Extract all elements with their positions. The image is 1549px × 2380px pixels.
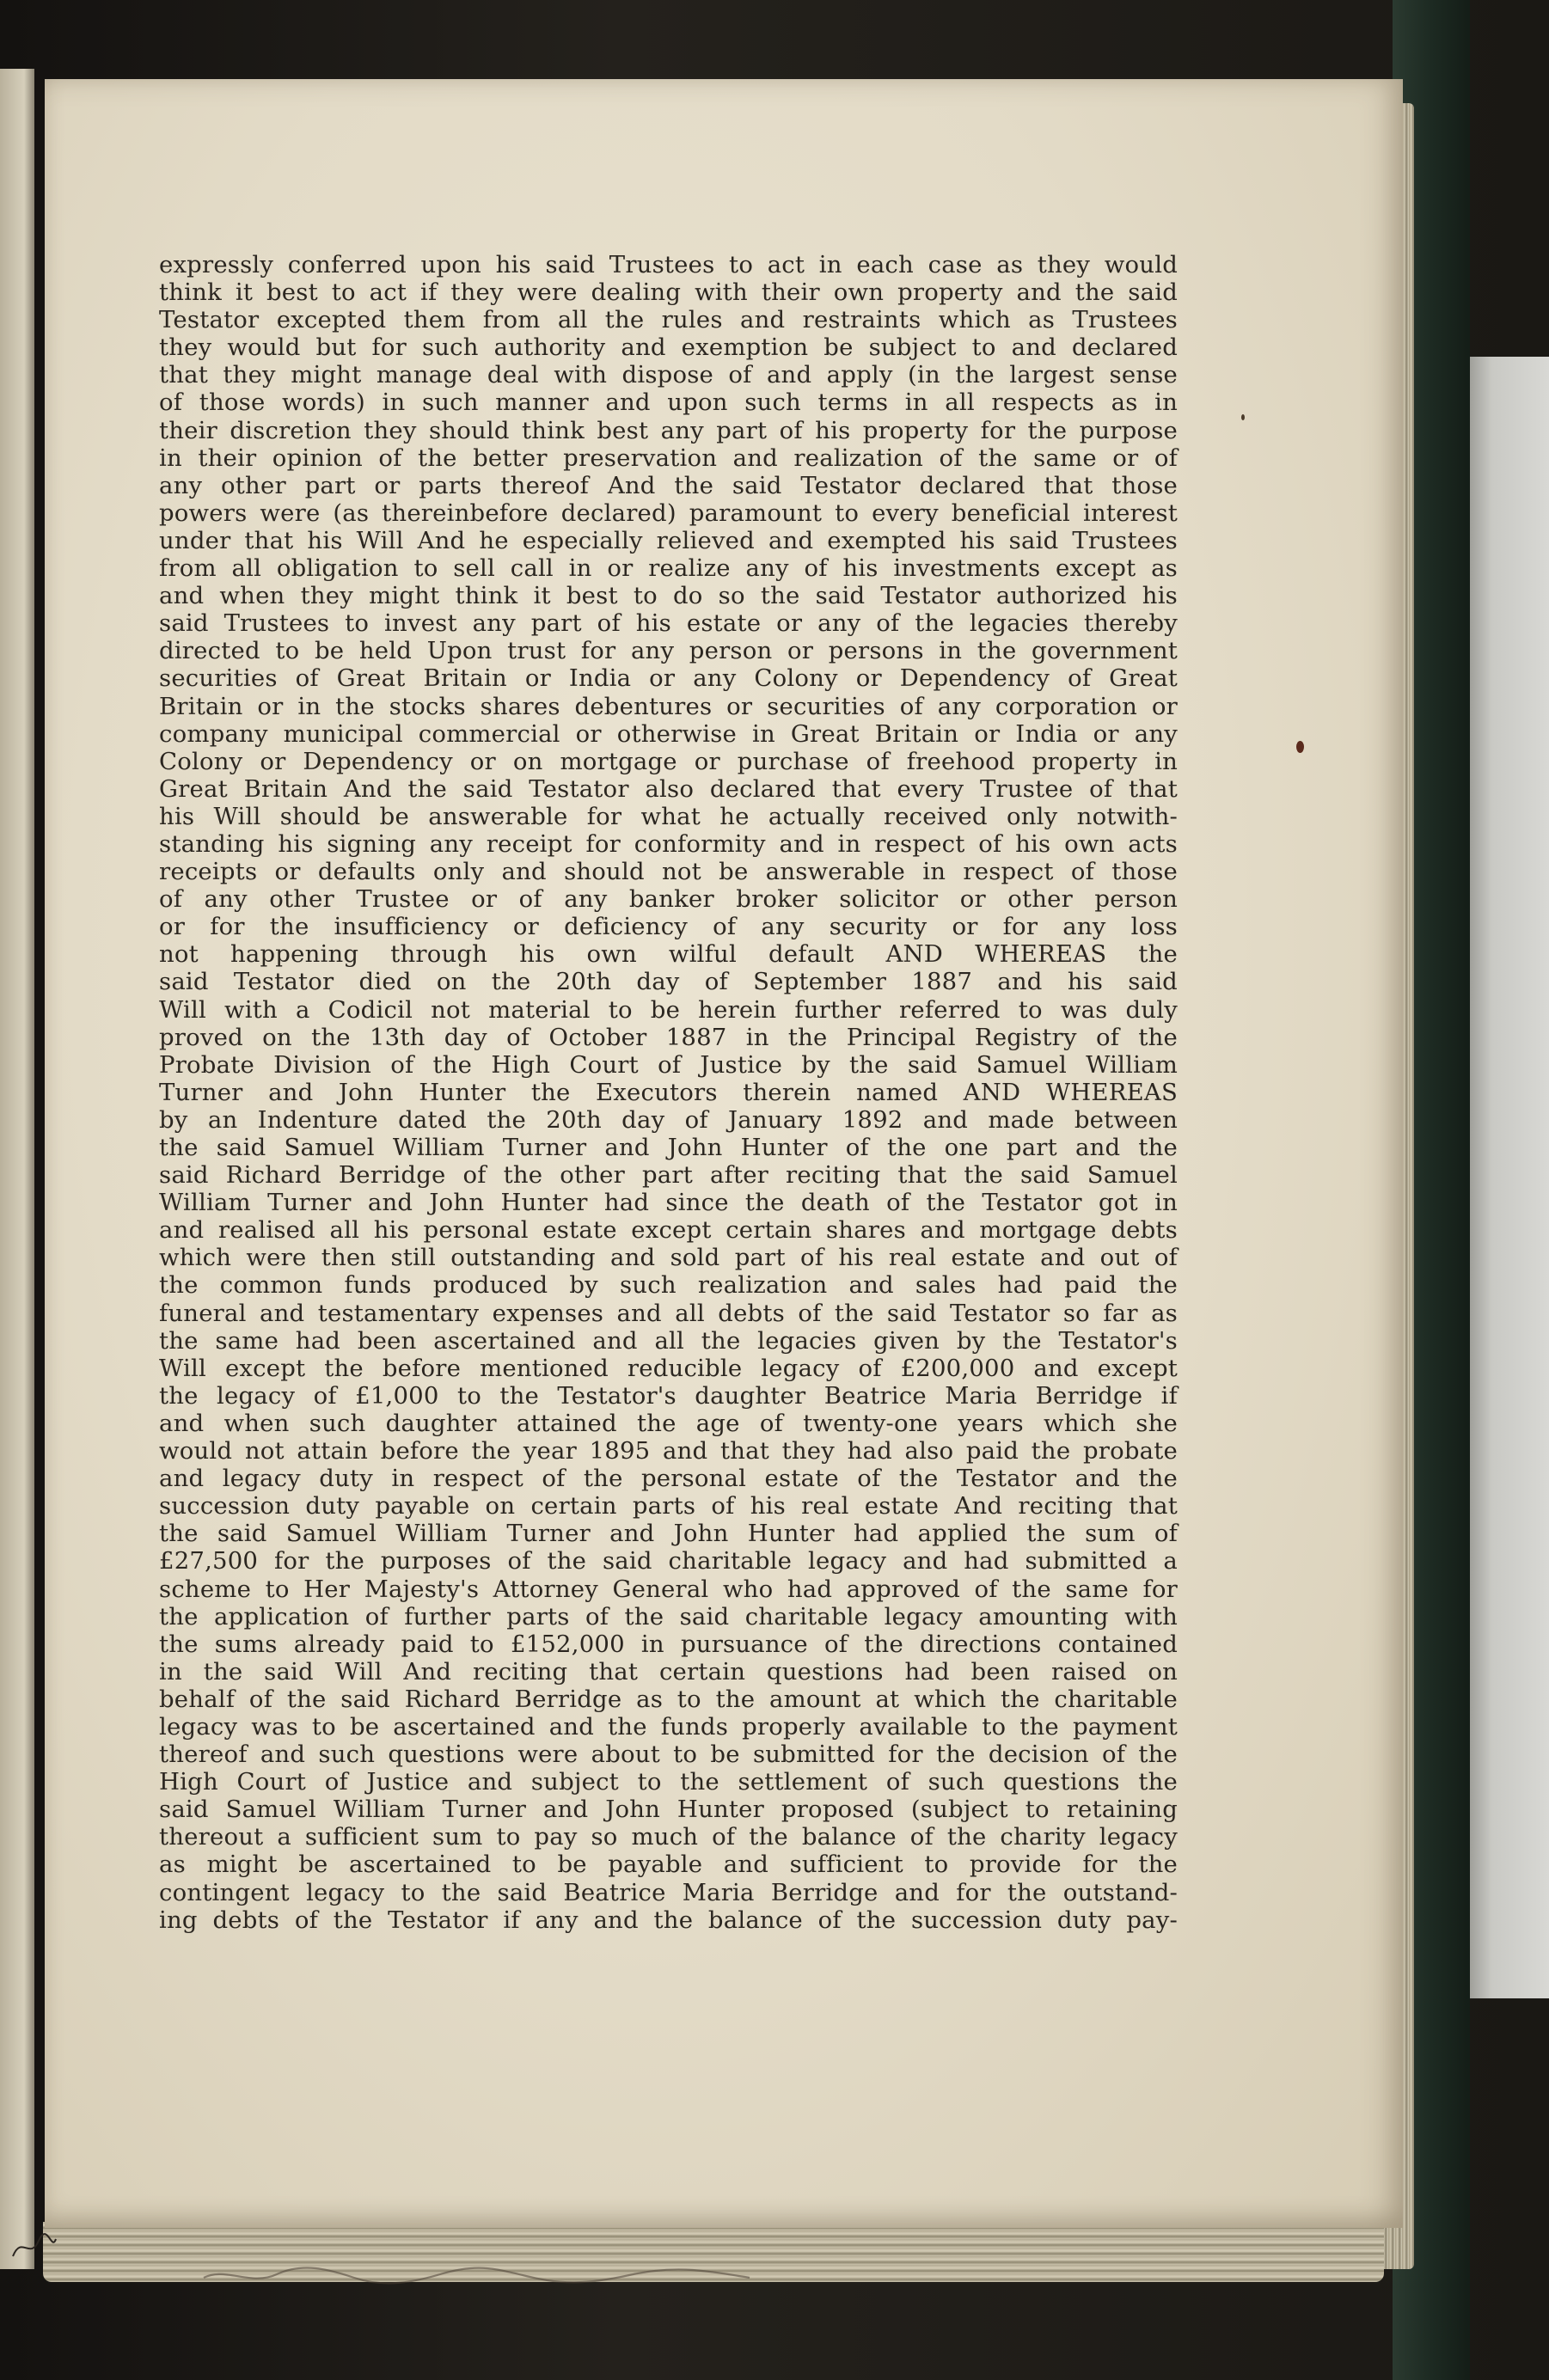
text-line: would not attain before the year 1895 and that they had also paid the probate bbox=[159, 1437, 1178, 1465]
text-line: ing debts of the Testator if any and the balance of the succession duty pay- bbox=[159, 1906, 1178, 1934]
text-line: of those words) in such manner and upon such terms in all respects as in bbox=[159, 389, 1178, 417]
text-line: said Samuel William Turner and John Hunter proposed (subject to retaining bbox=[159, 1796, 1178, 1824]
text-line: Britain or in the stocks shares debentures or securities of any corporation or bbox=[159, 692, 1178, 720]
text-line: said Trustees to invest any part of his estate or any of the legacies thereby bbox=[159, 609, 1178, 638]
text-line: they would but for such authority and exemption be subject to and declared bbox=[159, 333, 1178, 362]
text-line: as might be ascertained to be payable and sufficient to provide for the bbox=[159, 1851, 1178, 1879]
text-line: Probate Division of the High Court of Justice by the said Samuel William bbox=[159, 1050, 1178, 1079]
text-line: thereout a sufficient sum to pay so much of the balance of the charity legacy bbox=[159, 1823, 1178, 1851]
text-line: which were then still outstanding and sold part of his real estate and out of bbox=[159, 1244, 1178, 1272]
text-line: in their opinion of the better preservation and realization of the same or of bbox=[159, 444, 1178, 472]
text-line: succession duty payable on certain parts of his real estate And reciting that bbox=[159, 1492, 1178, 1520]
text-line: that they might manage deal with dispose of and apply (in the largest sense bbox=[159, 361, 1178, 389]
text-line: under that his Will And he especially relieved and exempted his said Trustees bbox=[159, 526, 1178, 554]
corner-scribble bbox=[9, 2230, 60, 2265]
text-line: funeral and testamentary expenses and all debts of the said Testator so far as bbox=[159, 1299, 1178, 1327]
text-line: proved on the 13th day of October 1887 in the Principal Registry of the bbox=[159, 1023, 1178, 1051]
text-line: said Richard Berridge of the other part after reciting that the said Samuel bbox=[159, 1161, 1178, 1190]
text-line: and realised all his personal estate except certain shares and mortgage debts bbox=[159, 1216, 1178, 1245]
text-line: expressly conferred upon his said Trustees to act in each case as they would bbox=[159, 251, 1178, 278]
text-line: legacy was to be ascertained and the funds properly available to the payment bbox=[159, 1712, 1178, 1741]
text-line: Testator excepted them from all the rules and restraints which as Trustees bbox=[159, 306, 1178, 334]
text-line: standing his signing any receipt for conformity and in respect of his own acts bbox=[159, 829, 1178, 858]
text-line: Will with a Codicil not material to be herein further referred to was duly bbox=[159, 995, 1178, 1024]
text-line: behalf of the said Richard Berridge as to the amount at which the charitable bbox=[159, 1685, 1178, 1713]
text-line: scheme to Her Majesty's Attorney General who had approved of the same for bbox=[159, 1575, 1178, 1603]
text-line: William Turner and John Hunter had since the death of the Testator got in bbox=[159, 1189, 1178, 1217]
text-line: contingent legacy to the said Beatrice Maria Berridge and for the outstand- bbox=[159, 1878, 1178, 1906]
text-line: think it best to act if they were dealing with their own property and the said bbox=[159, 278, 1178, 307]
text-line: the sums already paid to £152,000 in pursuance of the directions contained bbox=[159, 1630, 1178, 1658]
text-line: powers were (as thereinbefore declared) paramount to every beneficial interest bbox=[159, 499, 1178, 527]
text-line: and legacy duty in respect of the personal estate of the Testator and the bbox=[159, 1465, 1178, 1493]
text-line: Turner and John Hunter the Executors therein named AND WHEREAS bbox=[159, 1078, 1178, 1106]
ink-mark bbox=[1296, 741, 1304, 753]
text-line: High Court of Justice and subject to the settlement of such questions the bbox=[159, 1768, 1178, 1796]
text-line: in the said Will And reciting that certain questions had been raised on bbox=[159, 1657, 1178, 1686]
text-line: Great Britain And the said Testator also declared that every Trustee of that bbox=[159, 774, 1178, 803]
text-line: and when they might think it best to do so the said Testator authorized his bbox=[159, 582, 1178, 610]
text-line: securities of Great Britain or India or any Colony or Dependency of Great bbox=[159, 664, 1178, 693]
text-line: the common funds produced by such realization and sales had paid the bbox=[159, 1271, 1178, 1300]
text-line: the legacy of £1,000 to the Testator's daughter Beatrice Maria Berridge if bbox=[159, 1381, 1178, 1410]
text-line: their discretion they should think best any part of his property for the purpose bbox=[159, 416, 1178, 444]
text-line: not happening through his own wilful default AND WHEREAS the bbox=[159, 940, 1178, 969]
text-line: the said Samuel William Turner and John Hunter had applied the sum of bbox=[159, 1520, 1178, 1548]
handwritten-scribble bbox=[199, 2262, 801, 2288]
background-card bbox=[1461, 357, 1549, 1998]
document-page bbox=[45, 79, 1403, 2228]
text-line: the application of further parts of the said charitable legacy amounting with bbox=[159, 1602, 1178, 1631]
text-line: company municipal commercial or otherwise in Great Britain or India or any bbox=[159, 719, 1178, 748]
text-line: said Testator died on the 20th day of September 1887 and his said bbox=[159, 968, 1178, 996]
text-line: of any other Trustee or of any banker broker solicitor or other person bbox=[159, 885, 1178, 914]
left-page-edge bbox=[0, 69, 34, 2269]
ink-mark-small bbox=[1241, 414, 1245, 420]
text-line: Colony or Dependency or on mortgage or purchase of freehood property in bbox=[159, 747, 1178, 775]
document-body-text bbox=[159, 251, 1178, 1934]
text-line: or for the insufficiency or deficiency of any security or for any loss bbox=[159, 913, 1178, 941]
text-line: the said Samuel William Turner and John Hunter of the one part and the bbox=[159, 1134, 1178, 1161]
text-line: directed to be held Upon trust for any person or persons in the government bbox=[159, 637, 1178, 665]
text-line: any other part or parts thereof And the said Testator declared that those bbox=[159, 471, 1178, 499]
text-line: Will except the before mentioned reducible legacy of £200,000 and except bbox=[159, 1354, 1178, 1382]
text-line: £27,500 for the purposes of the said charitable legacy and had submitted a bbox=[159, 1547, 1178, 1575]
text-line: his Will should be answerable for what he actually received only notwith- bbox=[159, 802, 1178, 830]
text-line: and when such daughter attained the age of twenty-one years which she bbox=[159, 1409, 1178, 1437]
text-line: thereof and such questions were about to be submitted for the decision of the bbox=[159, 1741, 1178, 1769]
text-line: by an Indenture dated the 20th day of January 1892 and made between bbox=[159, 1105, 1178, 1134]
text-line: receipts or defaults only and should not be answerable in respect of those bbox=[159, 858, 1178, 886]
text-line: from all obligation to sell call in or realize any of his investments except as bbox=[159, 554, 1178, 583]
text-line: the same had been ascertained and all the legacies given by the Testator's bbox=[159, 1326, 1178, 1355]
